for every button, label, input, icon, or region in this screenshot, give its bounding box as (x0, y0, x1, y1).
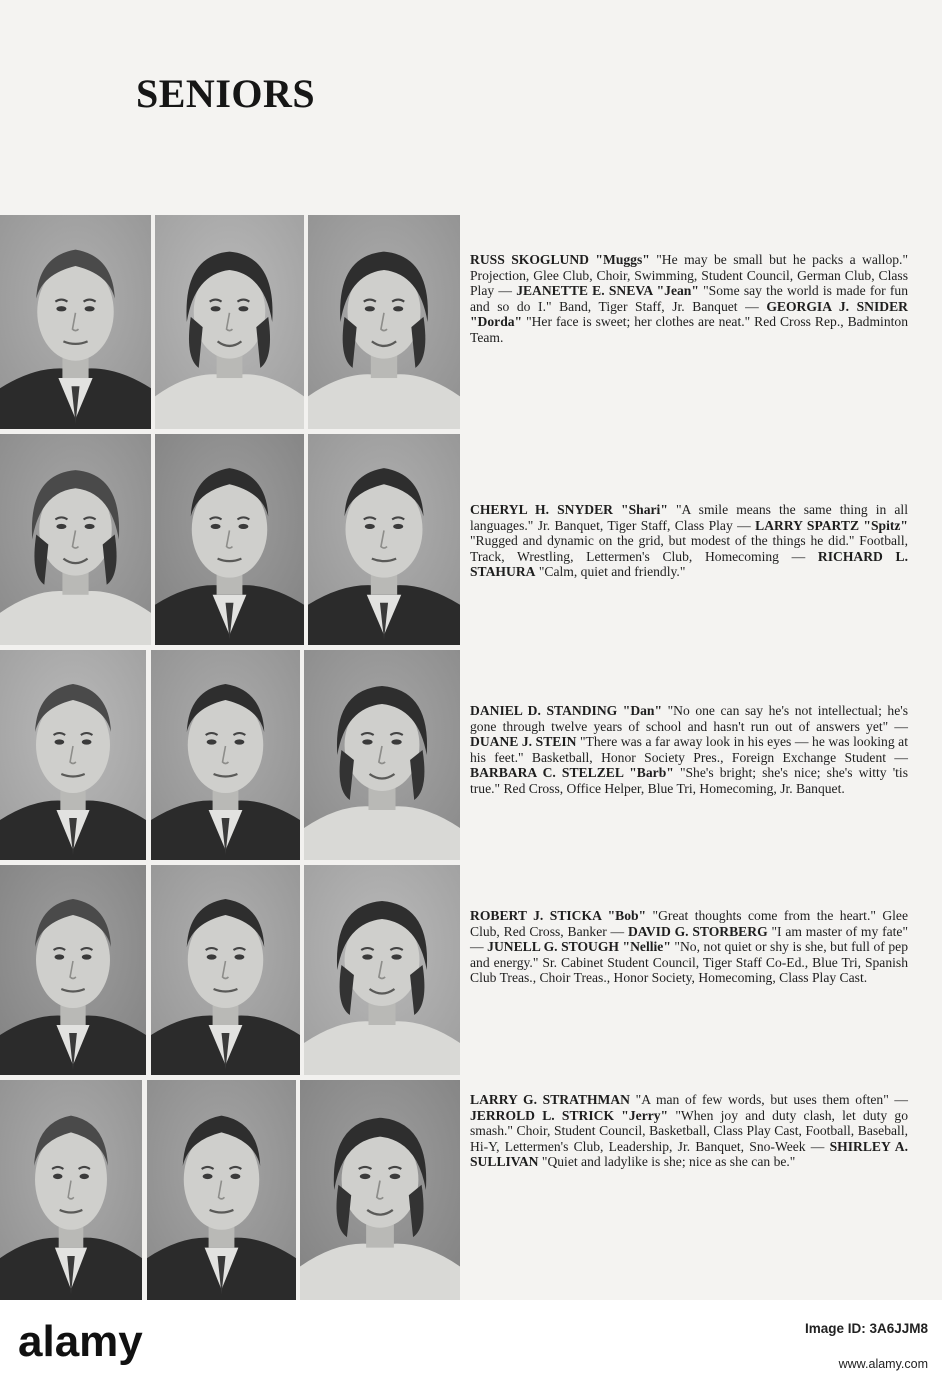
caption-text: "Quiet and ladylike is she; nice as she can be." (538, 1154, 796, 1170)
student-name: BARBARA C. STELZEL "Barb" (470, 765, 674, 781)
student-name: JERROLD L. STRICK "Jerry" (470, 1107, 669, 1123)
larry-strathman-photo (0, 1080, 142, 1300)
daniel-standing-photo (0, 650, 146, 860)
student-name: LARRY G. STRATHMAN (470, 1092, 631, 1107)
robert-sticka-photo (0, 865, 146, 1075)
jerrold-strick-photo (147, 1080, 296, 1300)
image-id (690, 1320, 928, 1338)
student-name: RICHARD L. STAHURA (470, 548, 908, 580)
alamy-logo-text: alamy (18, 1317, 143, 1366)
portrait-grid (0, 215, 460, 1300)
richard-stahura-photo (308, 434, 460, 645)
caption-text: "She's bright; she's nice; she's witty 'tis true." Red Cross, Office Helper, Blue Tri, Homecoming, Jr. Banquet. (470, 765, 908, 796)
page-title: SENIORS (136, 71, 316, 116)
caption-text: "Her face is sweet; her clothes are neat." Red Cross Rep., Badminton Team. (470, 314, 908, 345)
caption-block-5 (470, 1092, 908, 1170)
cheryl-snyder-photo (0, 434, 151, 645)
student-name: DANIEL D. STANDING "Dan" (470, 703, 663, 718)
student-name: CHERYL H. SNYDER "Shari" (470, 502, 668, 517)
caption-text: "Rugged and dynamic on the grid, but modest of the things he did." Football, Track, Wrestling, Lettermen's Club, Homecoming — (470, 533, 908, 564)
student-name: JUNELL G. STOUGH "Nellie" (487, 939, 671, 955)
shirley-sullivan-photo (300, 1080, 460, 1300)
caption-text: "He may be small but he packs a wallop." Projection, Glee Club, Choir, Swimming, Student Council, German Club, Class Play — (470, 252, 908, 299)
caption-text: "A man of few words, but uses them often" — (630, 1092, 908, 1107)
caption-block-2 (470, 502, 908, 580)
caption-text: "A smile means the same thing in all languages." Jr. Banquet, Tiger Staff, Class Play — (470, 502, 908, 533)
caption-text: "Calm, quiet and friendly." (535, 564, 686, 580)
caption-text: "There was a far away look in his eyes — he was looking at his feet." Basketball, Honor Society Pres., Foreign Exchange Student — (470, 734, 908, 765)
student-name: SHIRLEY A. SULLIVAN (470, 1138, 908, 1170)
jeanette-sneva-photo (155, 215, 304, 429)
caption-text: "No, not quiet or shy is she, but full of pep and energy." Sr. Cabinet Student Council, Tiger Staff Co-Ed., Blue Tri, Spanish Club Treas., Choir Treas., Honor Society, Homecoming, Class Play Cast. (470, 939, 908, 986)
caption-text: "No one can say he's not intellectual; he's gone through twelve years of school and hasn't run out of answers yet" — (470, 703, 908, 734)
caption-text: "I am master of my fate" — (470, 923, 908, 955)
duane-stein-photo (151, 650, 300, 860)
caption-block-1 (470, 252, 908, 346)
footer-url[interactable]: www.alamy.com (838, 1357, 928, 1371)
caption-text: "Great thoughts come from the heart." Glee Club, Red Cross, Banker — (470, 908, 909, 939)
student-name: GEORGIA J. SNIDER "Dorda" (470, 298, 908, 330)
caption-block-3 (470, 703, 908, 797)
student-name: LARRY SPARTZ "Spitz" (755, 517, 908, 533)
student-name: DUANE J. STEIN (470, 734, 577, 750)
alamy-logo (18, 1316, 218, 1368)
barbara-stelzel-photo (304, 650, 460, 860)
image-id-label: Image ID: 3A6JJM8 (804, 1321, 928, 1336)
student-name: ROBERT J. STICKA "Bob" (470, 908, 647, 923)
caption-text: "When joy and duty clash, let duty go smash." Choir, Student Council, Basketball, Class Play Cast, Football, Baseball, Hi-Y, Lettermen's Club, Leadership, Jr. Banquet, Sno-Week — (470, 1107, 908, 1154)
caption-block-4 (470, 908, 908, 986)
david-storberg-photo (151, 865, 300, 1075)
junell-stough-photo (304, 865, 460, 1075)
larry-spartz-photo (155, 434, 304, 645)
caption-text: "Some say the world is made for fun and so do I." Band, Tiger Staff, Jr. Banquet — (470, 283, 908, 314)
student-name: DAVID G. STORBERG (627, 923, 768, 939)
georgia-snider-photo (308, 215, 460, 429)
russ-skoglund-photo (0, 215, 151, 429)
student-name: JEANETTE E. SNEVA "Jean" (516, 283, 699, 299)
student-name: RUSS SKOGLUND "Muggs" (470, 252, 650, 267)
